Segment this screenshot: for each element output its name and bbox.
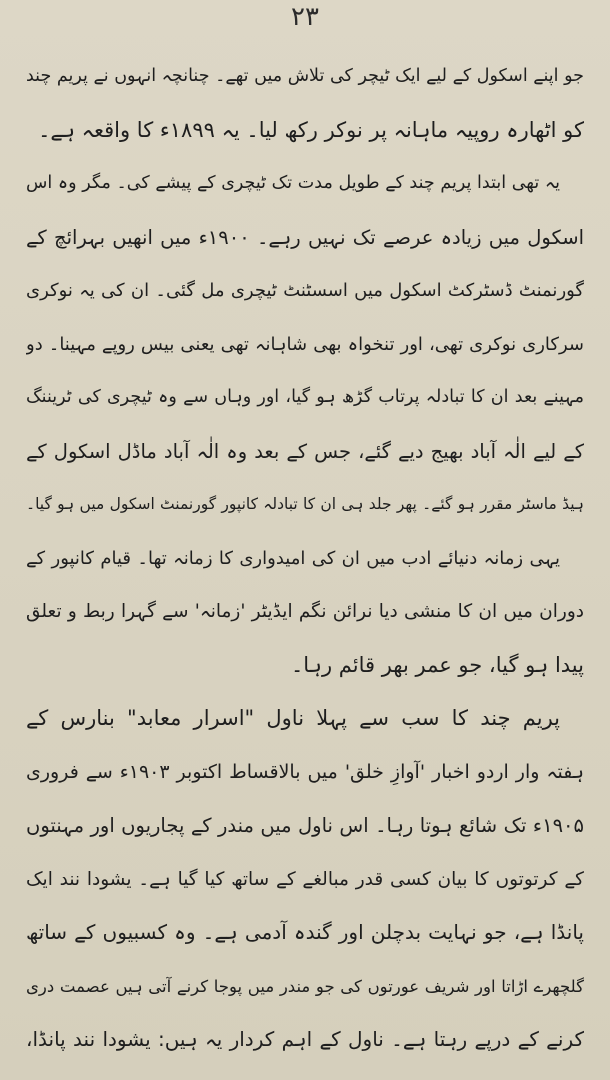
text-line: کے کرتوتوں کا بیان کسی قدر مبالغے کے ساتھ کیا گیا ہے۔ یشودا نند ایک xyxy=(26,868,584,890)
text-line: دوران میں ان کا منشی دیا نرائن نگم ایڈیٹر 'زمانہ' سے گہرا ربط و تعلق xyxy=(26,601,584,622)
text-line: جو اپنے اسکول کے لیے ایک ٹیچر کی تلاش میں تھے۔ چنانچہ انہوں نے پریم چند xyxy=(26,66,584,86)
text-line: ۱۹۰۵ء تک شائع ہوتا رہا۔ اس ناول میں مندر کے پجاریوں اور مہنتوں xyxy=(26,814,584,837)
text-line: پیدا ہو گیا، جو عمر بھر قائم رہا۔ xyxy=(290,652,584,677)
text-line: اسکول میں زیادہ عرصے تک نہیں رہے۔ ۱۹۰۰ء میں انھیں بہرائچ کے xyxy=(26,225,584,249)
text-line: مہینے بعد ان کا تبادلہ پرتاب گڑھ ہو گیا، اور وہاں سے وہ ٹیچری کی ٹریننگ xyxy=(26,387,584,407)
text-line: پریم چند کا سب سے پہلا ناول "اسرار معابد" بنارس کے xyxy=(26,706,560,730)
text-line: کرنے کے درپے رہتا ہے۔ ناول کے اہم کردار یہ ہیں: یشودا نند پانڈا، xyxy=(26,1027,584,1051)
text-line: کو اٹھارہ روپیہ ماہانہ پر نوکر رکھ لیا۔ یہ ۱۸۹۹ء کا واقعہ ہے۔ xyxy=(38,117,584,142)
text-line: گورنمنٹ ڈسٹرکٹ اسکول میں اسسٹنٹ ٹیچری مل گئی۔ ان کی یہ نوکری xyxy=(26,280,584,301)
text-line: پانڈا ہے، جو نہایت بدچلن اور گندہ آدمی ہے۔ وہ کسبیوں کے ساتھ xyxy=(26,920,584,944)
text-line: سرکاری نوکری تھی، اور تنخواہ بھی شاہانہ تھی یعنی بیس روپے مہینا۔ دو xyxy=(26,333,584,355)
text-line: ہیڈ ماسٹر مقرر ہو گئے۔ پھر جلد ہی ان کا تبادلہ کانپور گورنمنٹ اسکول میں ہو گیا۔ xyxy=(26,495,584,513)
body-text xyxy=(26,50,584,1067)
text-line: یہ تھی ابتدا پریم چند کے طویل مدت تک ٹیچری کے پیشے کی۔ مگر وہ اس xyxy=(26,173,560,193)
page-number: ۲۳ xyxy=(291,2,319,32)
text-line: یہی زمانہ دنیائے ادب میں ان کی امیدواری کا زمانہ تھا۔ قیام کانپور کے xyxy=(26,547,560,569)
text-line: ہفتہ وار اردو اخبار 'آوازِ خلق' میں بالاقساط اکتوبر ۱۹۰۳ء سے فروری xyxy=(26,760,584,783)
text-line: گلچھرے اڑاتا اور شریف عورتوں کی جو مندر میں پوجا کرنے آتی ہیں عصمت دری xyxy=(26,976,584,996)
text-line: کے لیے الٰہ آباد بھیج دیے گئے، جس کے بعد وہ الٰہ آباد ماڈل اسکول کے xyxy=(26,439,584,463)
